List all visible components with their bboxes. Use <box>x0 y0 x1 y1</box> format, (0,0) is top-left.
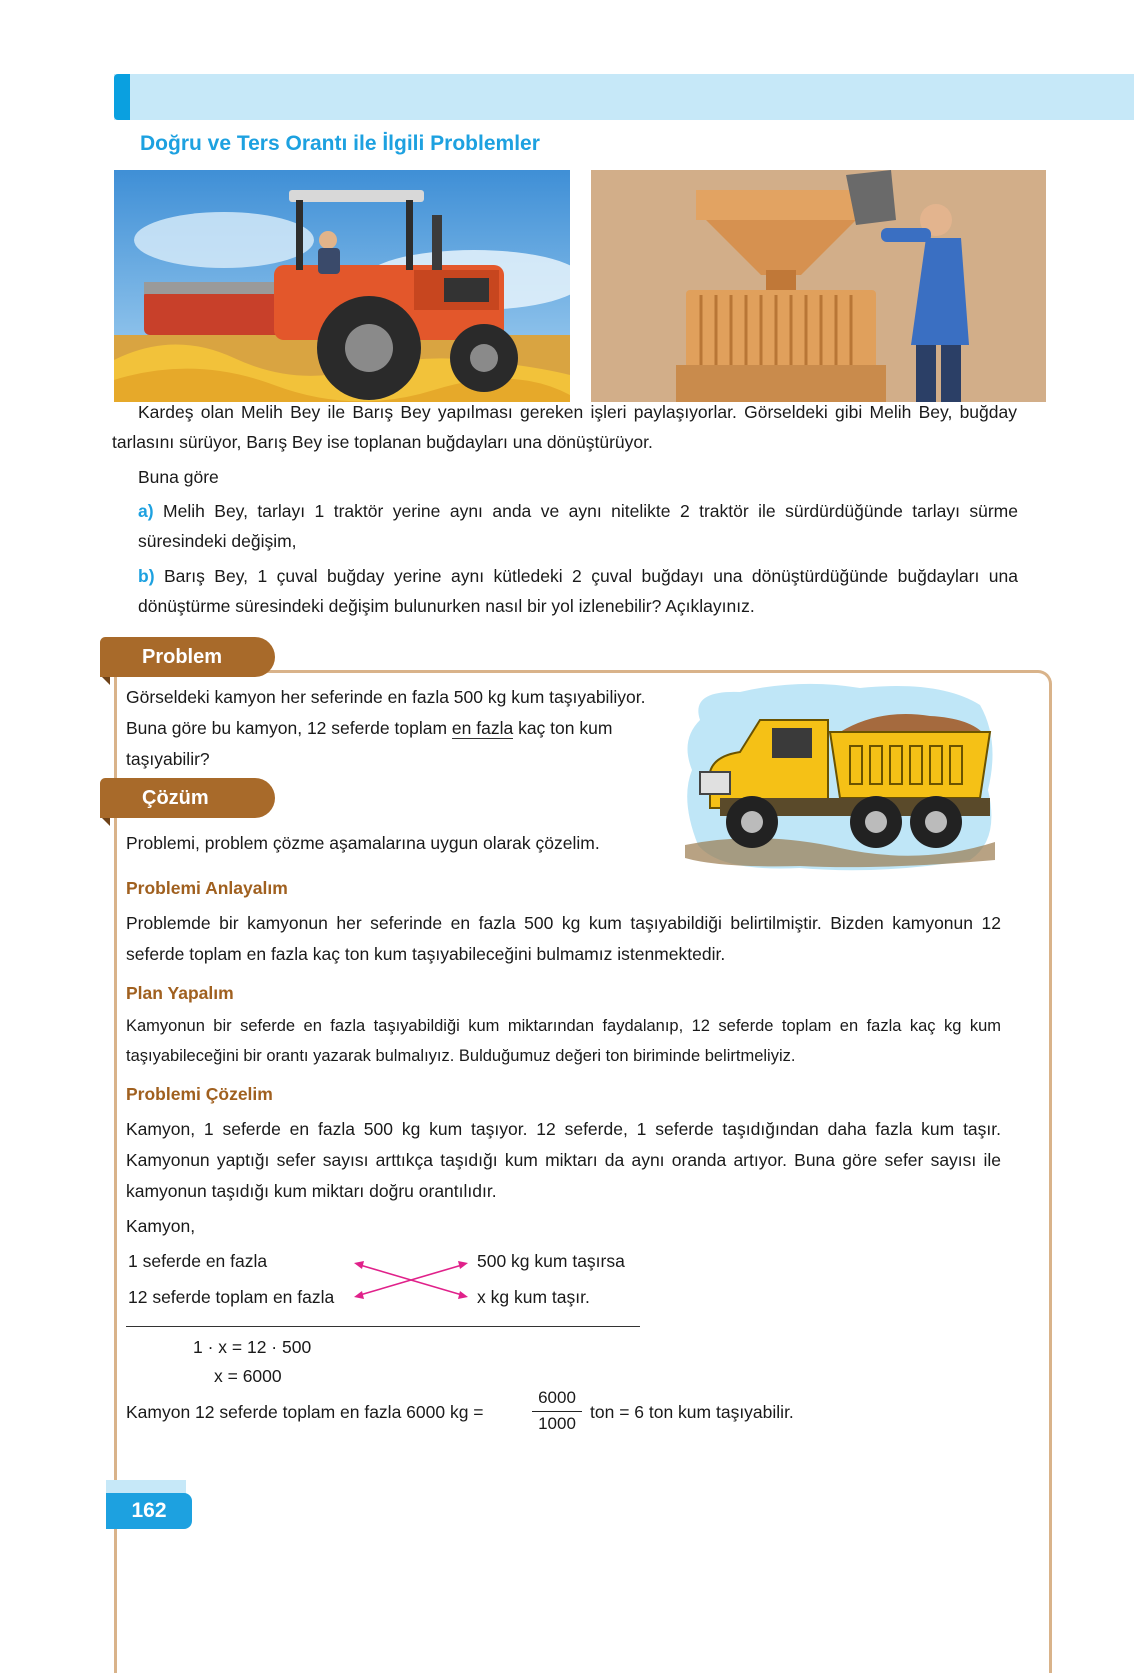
row1-right: 500 kg kum taşırsa <box>477 1251 625 1271</box>
equation-2: x = 6000 <box>214 1366 282 1386</box>
solution-intro: Problemi, problem çözme aşamalarına uygun olarak çözelim. <box>126 833 600 853</box>
question-b-marker: b) <box>138 566 155 586</box>
kamyon-label: Kamyon, <box>126 1216 196 1236</box>
header-band-accent <box>114 74 130 120</box>
equation-divider <box>126 1326 640 1327</box>
header-band <box>114 74 1134 120</box>
problem-text: Görseldeki kamyon her seferinde en fazla 500 kg kum taşıyabiliyor. Buna göre bu kamyon, 12 seferde toplam en fazla kaç ton kum taşıyabilir? <box>126 687 646 769</box>
step3-text: Kamyon, 1 seferde en fazla 500 kg kum taşıyor. 12 seferde, 1 seferde taşıdığından daha fazla kum taşır. Kamyonun yaptığı sefer sayısı arttıkça taşıdığı kum miktarı da aynı oranda artıyor. Buna göre sefer sayısı ile kamyonun taşıdığı kum miktarı doğru orantılıdır. <box>126 1119 1001 1201</box>
question-a-text: Melih Bey, tarlayı 1 traktör yerine aynı anda ve aynı nitelikte 2 traktör ile sürdürdüğünde tarlayı sürme süresindeki değişim, <box>138 501 1018 551</box>
page-number: 162 <box>131 1499 167 1522</box>
final-text-before: Kamyon 12 seferde toplam en fazla 6000 kg = <box>126 1402 484 1422</box>
problem-tab: Problem <box>100 637 275 677</box>
dump-truck-illustration <box>680 680 1000 875</box>
intro-paragraph: Kardeş olan Melih Bey ile Barış Bey yapılması gereken işleri paylaşıyorlar. Görseldeki gibi Melih Bey, buğday tarlasını sürüyor, Barış Bey ise toplanan buğdayları una dönüştürüyor. <box>112 402 1017 452</box>
row1-left: 1 seferde en fazla <box>128 1251 268 1271</box>
equation-1: 1 · x = 12 · 500 <box>193 1337 312 1357</box>
tractor-illustration <box>114 170 570 402</box>
question-b-text: Barış Bey, 1 çuval buğday yerine aynı kütledeki 2 çuval buğdayı una dönüştürdüğünde buğdayları una dönüştürme süresindeki değişim bulunurken nasıl bir yol izlenebilir? Açıklayınız. <box>138 566 1018 616</box>
problem-underlined: en fazla <box>451 718 514 738</box>
question-a-marker: a) <box>138 501 154 521</box>
step2-text: Kamyonun bir seferde en fazla taşıyabildiği kum miktarından faydalanıp, 12 seferde toplam en fazla kaç kg kum taşıyabileceğini bir orantı yazarak bulmalıyız. Bulduğumuz değeri ton biriminde belirtmeliyiz. <box>126 1017 1001 1065</box>
step1-text: Problemde bir kamyonun her seferinde en fazla 500 kg kum taşıyabildiği belirtilmiştir. Bizden kamyonun 12 seferde toplam en fazla kaç ton kum taşıyabileceğini bulmamız istenmektedir. <box>126 913 1001 964</box>
fraction-bar <box>532 1411 582 1412</box>
row2-right: x kg kum taşır. <box>477 1287 590 1307</box>
mill-illustration <box>591 170 1046 402</box>
row2-left: 12 seferde toplam en fazla <box>128 1287 335 1307</box>
step2-title: Plan Yapalım <box>126 983 234 1003</box>
fraction-numerator: 6000 <box>538 1388 576 1407</box>
cross-multiplication-arrows <box>350 1255 475 1305</box>
solution-tab: Çözüm <box>100 778 275 818</box>
fraction-denominator: 1000 <box>538 1414 576 1433</box>
intro-lead: Buna göre <box>138 467 219 487</box>
section-title: Doğru ve Ters Orantı ile İlgili Problemler <box>140 132 540 155</box>
question-a <box>138 496 1018 556</box>
step1-title: Problemi Anlayalım <box>126 878 288 898</box>
step3-title: Problemi Çözelim <box>126 1084 273 1104</box>
question-b <box>138 561 1018 621</box>
final-text-after: ton = 6 ton kum taşıyabilir. <box>590 1402 794 1422</box>
